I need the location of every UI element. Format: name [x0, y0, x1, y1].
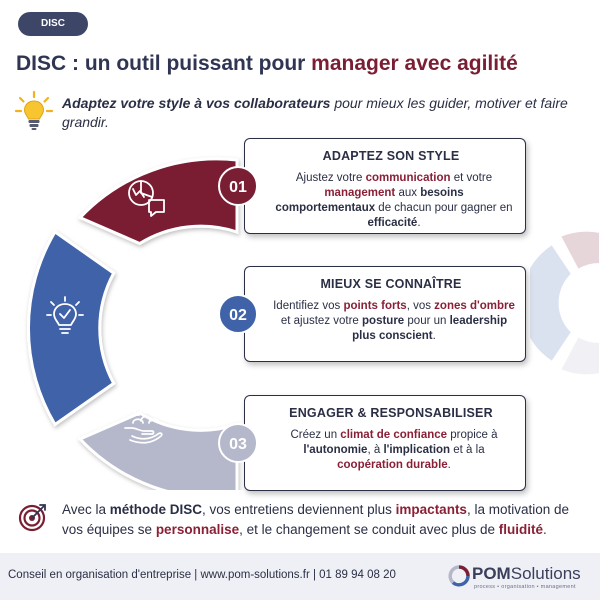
footer [0, 553, 600, 600]
text-segment: personnalise [155, 522, 240, 537]
text-segment: propice à [447, 429, 498, 441]
closing-text [62, 500, 590, 540]
text-segment: l'autonomie [303, 444, 368, 456]
pom-logo [448, 563, 594, 593]
text-segment: de chacun pour gagner en [375, 202, 513, 214]
step-card-3 [244, 395, 526, 491]
page-title [16, 52, 586, 76]
text-segment: , la motivation de vos équipes se [62, 502, 570, 537]
text-segment: . [447, 459, 451, 471]
title-accent: manager avec agilité [311, 52, 518, 75]
segment-3 [80, 413, 237, 490]
text-segment: méthode DISC [109, 502, 203, 517]
text-segment: et ajustez votre [280, 315, 363, 327]
text-segment: l'implication [383, 444, 451, 456]
text-segment: besoins comportementaux [275, 187, 464, 214]
step-card-1 [244, 138, 526, 234]
disc-tag: DISC [18, 12, 88, 36]
text-segment: communication [365, 172, 451, 184]
footer-contact: Conseil en organisation d'entreprise | www.pom-solutions.fr | 01 89 94 08 20 [8, 569, 396, 581]
lightbulb-icon [14, 90, 54, 132]
step-body-2 [273, 299, 515, 344]
segment-2 [28, 232, 113, 425]
text-segment: climat de confiance [340, 429, 448, 441]
text-segment: efficacité [367, 217, 418, 229]
text-segment: aux [395, 187, 421, 199]
text-segment: zones d'ombre [434, 300, 515, 312]
text-segment: coopération durable [337, 459, 448, 471]
text-segment: , et le changement se conduit avec plus de [239, 522, 499, 537]
text-segment: . [543, 522, 547, 537]
text-segment: et à la [450, 444, 485, 456]
text-segment: fluidité [498, 522, 544, 537]
text-segment: , vos [406, 300, 435, 312]
text-segment: posture [362, 315, 405, 327]
step-number-1: 01 [218, 166, 258, 206]
pom-logo-tagline: process • organisation • management [474, 584, 576, 590]
text-segment: management [324, 187, 396, 199]
step-card-2 [244, 266, 526, 362]
text-segment: , à [367, 444, 384, 456]
title-main: DISC : un outil puissant pour [16, 52, 312, 75]
intro-bold: Adaptez votre style à vos collaborateurs [62, 95, 331, 111]
pom-logo-mark-icon [448, 565, 470, 587]
decorative-ring [530, 228, 600, 378]
segment-1 [80, 159, 237, 244]
text-segment: Créez un [290, 429, 341, 441]
text-segment: impactants [395, 502, 467, 517]
text-segment: Identifiez vos [273, 300, 344, 312]
pom-logo-rest: Solutions [510, 564, 581, 583]
text-segment: Avec la [62, 502, 110, 517]
text-segment: pour un [404, 315, 450, 327]
target-icon [18, 502, 48, 532]
step-title-3: ENGAGER & RESPONSABILISER [289, 406, 493, 420]
text-segment: , vos entretiens deviennent plus [202, 502, 396, 517]
step-body-3 [273, 428, 515, 473]
intro-rest: pour mieux les guider, motiver et faire grandir. [62, 95, 568, 130]
pom-logo-name [472, 564, 581, 584]
pom-logo-bold: POM [472, 564, 511, 583]
intro-text [62, 94, 582, 132]
text-segment: et votre [450, 172, 493, 184]
step-number-3: 03 [218, 423, 258, 463]
step-number-2: 02 [218, 294, 258, 334]
step-title-2: MIEUX SE CONNAÎTRE [320, 277, 462, 291]
text-segment: points forts [343, 300, 407, 312]
step-body-1 [273, 171, 515, 231]
step-title-1: ADAPTEZ SON STYLE [322, 149, 460, 163]
text-segment: Ajustez votre [295, 172, 366, 184]
text-segment: . [432, 330, 436, 342]
text-segment: leadership plus conscient [352, 315, 508, 342]
text-segment: . [417, 217, 421, 229]
